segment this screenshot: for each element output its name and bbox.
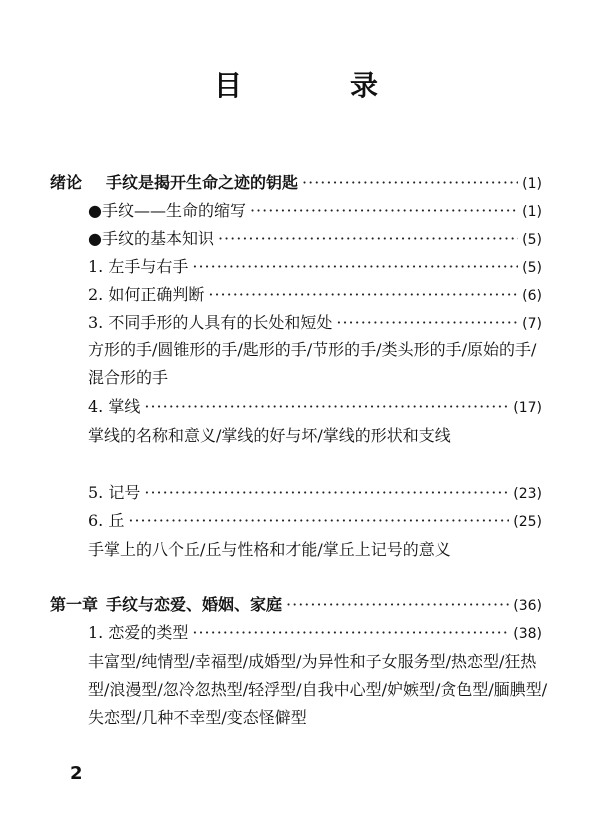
toc-entry-label: 2. 如何正确判断 [88,285,205,304]
toc-entry[interactable] [88,228,542,250]
toc-entry-label: 4. 掌线 [88,397,141,416]
toc-entry-introduction[interactable] [50,172,542,194]
page-number: (6) [522,288,542,304]
leader-dots [250,200,518,222]
section-description: 丰富型/纯情型/幸福型/成婚型/为异性和子女服务型/热恋型/狂热型/浪漫型/忽冷忽热型/轻浮型/自我中心型/妒嫉型/贪色型/腼腆型/失恋型/几种不幸型/变态怪僻型 [88,652,548,727]
section-description: 手掌上的八个丘/丘与性格和才能/掌丘上记号的意义 [88,540,451,559]
toc-entry[interactable] [88,510,542,532]
toc-entry[interactable] [88,396,542,418]
toc-entry[interactable] [88,284,542,306]
leader-dots [128,510,509,532]
leader-dots [144,396,509,418]
section-description: 掌线的名称和意义/掌线的好与坏/掌线的形状和支线 [88,426,451,445]
leader-dots [192,256,518,278]
section-description: 方形的手/圆锥形的手/匙形的手/节形的手/类头形的手/原始的手/混合形的手 [88,340,537,387]
page-number: (17) [513,400,542,416]
leader-dots [192,622,509,644]
toc-entry-label: 5. 记号 [88,483,141,502]
toc-entry[interactable] [88,622,542,644]
page-number: (25) [513,514,542,530]
toc-entry-label: 1. 左手与右手 [88,257,189,276]
toc-entry-label: 1. 恋爱的类型 [88,623,189,642]
leader-dots [302,172,518,194]
page-folio: 2 [70,763,83,784]
leader-dots [286,594,509,616]
leader-dots [144,482,509,504]
page-number: (1) [522,204,542,220]
toc-entry-chapter-one[interactable] [50,594,542,616]
chapter-number: 绪论 [50,173,83,192]
toc-entry[interactable] [88,256,542,278]
toc-entry[interactable] [88,312,542,334]
page-number: (36) [513,598,542,614]
toc-entry-label: ●手纹——生命的缩写 [88,201,246,220]
leader-dots [336,312,518,334]
page-number: (23) [513,486,542,502]
toc-entry-label [50,172,298,194]
leader-dots [218,228,518,250]
toc-entry[interactable] [88,482,542,504]
page-number: (1) [522,176,542,192]
leader-dots [208,284,518,306]
toc-entry-label: ●手纹的基本知识 [88,229,214,248]
chapter-title: 手纹是揭开生命之迹的钥匙 [106,173,299,192]
toc-entry[interactable] [88,200,542,222]
toc-entry-label: 3. 不同手形的人具有的长处和短处 [88,313,333,332]
page-number: (5) [522,232,542,248]
chapter-title: 手纹与恋爱、婚姻、家庭 [106,595,283,614]
page-number: (38) [513,626,542,642]
page-number: (5) [522,260,542,276]
page-number: (7) [522,316,542,332]
page-title: 目 录 [213,69,418,102]
chapter-number: 第一章 [50,595,99,614]
toc-entry-label: 6. 丘 [88,511,125,530]
toc-entry-label [50,594,282,616]
